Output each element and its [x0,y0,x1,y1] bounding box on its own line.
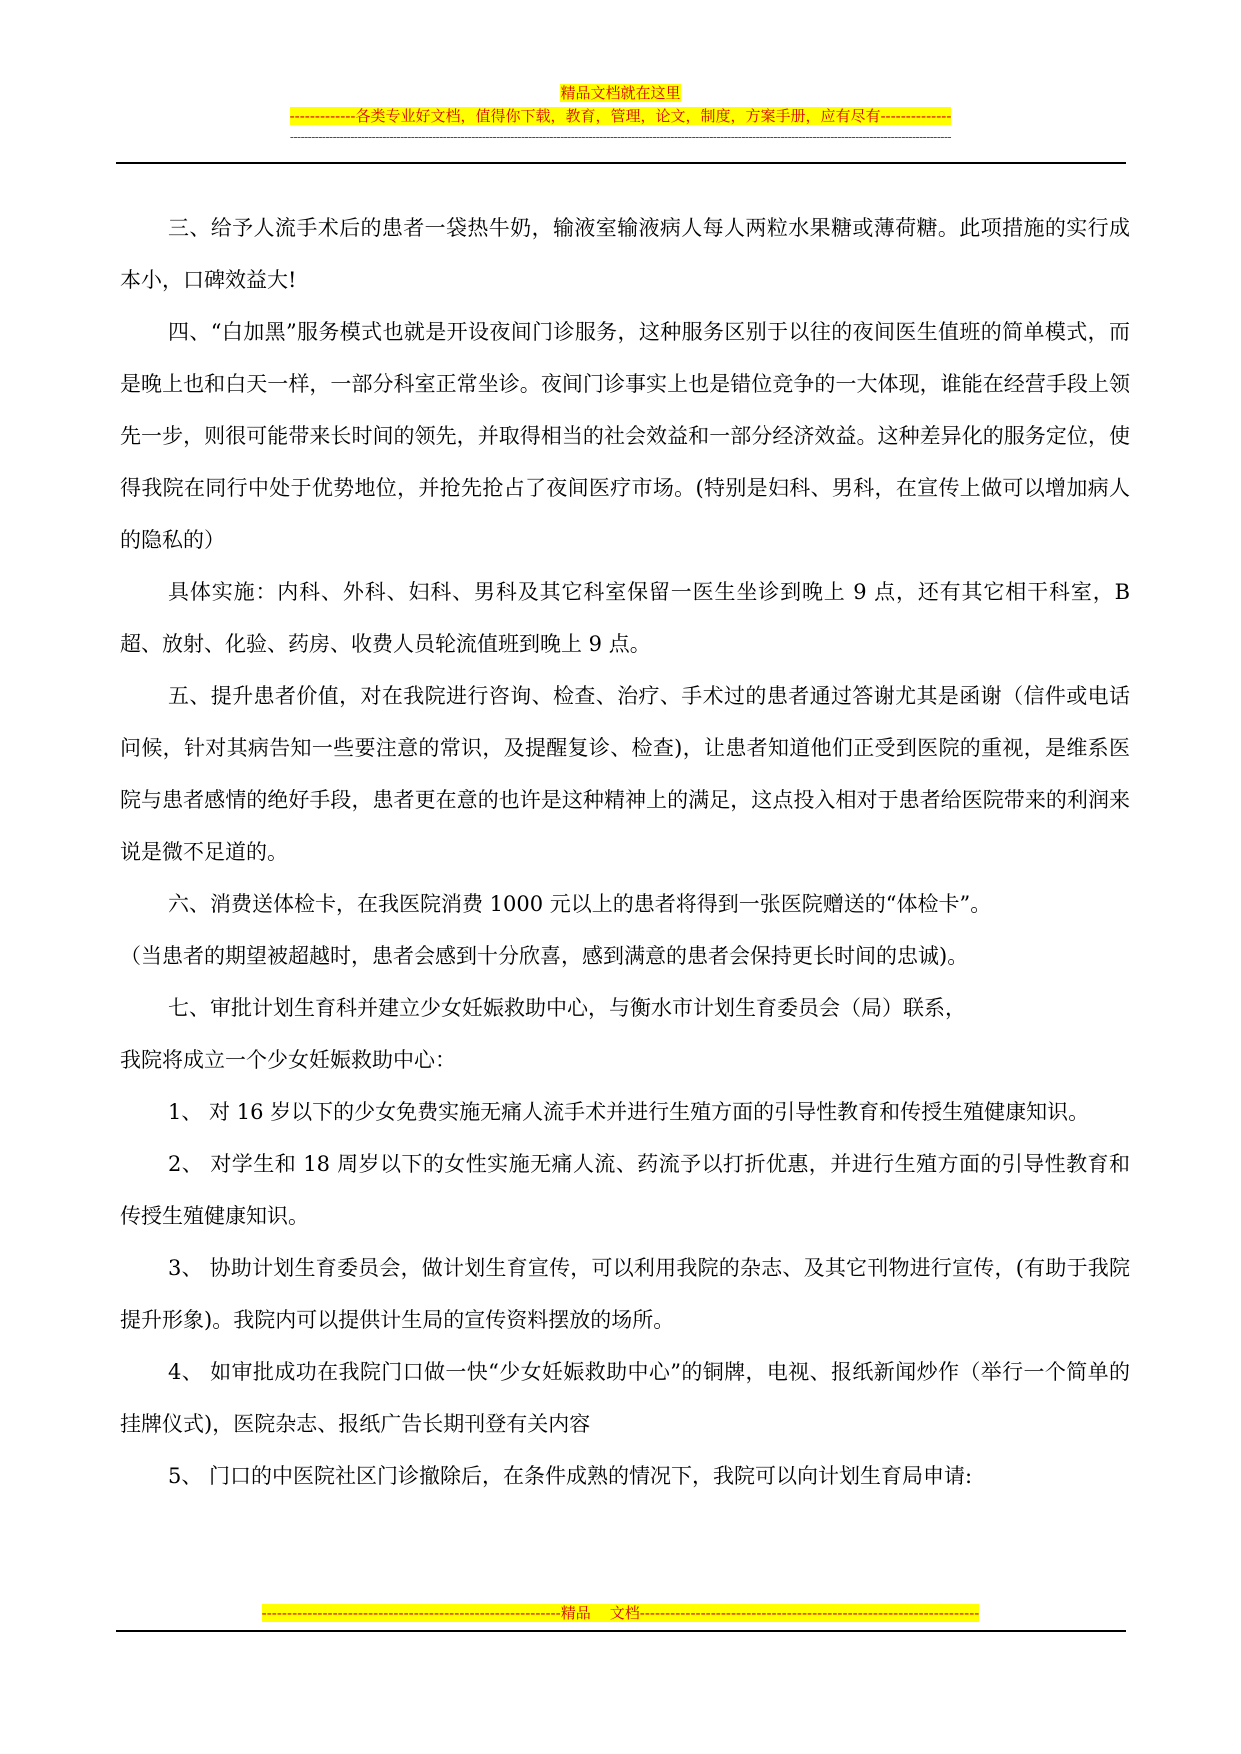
list-item-4: 4、 如审批成功在我院门口做一快“少女妊娠救助中心”的铜牌，电视、报纸新闻炒作（举行一个简单的挂牌仪式)，医院杂志、报纸广告长期刊登有关内容 [120,1360,1130,1436]
page-header [0,82,1241,146]
header-title: 精品文档就在这里 [560,84,681,102]
paragraph-7-cont: 我院将成立一个少女妊娠救助中心： [120,1048,456,1072]
paragraph-7: 七、审批计划生育科并建立少女妊娠救助中心，与衡水市计划生育委员会（局）联系， [168,996,966,1020]
footer-rule [116,1630,1126,1632]
paragraph-6-note: （当患者的期望被超越时，患者会感到十分欣喜，感到满意的患者会保持更长时间的忠诚)。 [120,944,969,968]
paragraph-implementation: 具体实施：内科、外科、妇科、男科及其它科室保留一医生坐诊到晚上 9 点，还有其它相干科室，B 超、放射、化验、药房、收费人员轮流值班到晚上 9 点。 [120,580,1130,656]
document-body [120,202,1130,1502]
list-item-5: 5、 门口的中医院社区门诊撤除后，在条件成熟的情况下，我院可以向计划生育局申请: [168,1464,973,1488]
page-footer [0,1602,1241,1624]
header-rule [116,162,1126,164]
header-dashes: ------------------------------------------------------------------------------------------------------------------------------------------------------------------------------------------ [289,130,952,144]
paragraph-5: 五、提升患者价值，对在我院进行咨询、检查、治疗、手术过的患者通过答谢尤其是函谢（信件或电话问候，针对其病告知一些要注意的常识，及提醒复诊、检查)，让患者知道他们正受到医院的重视，是维系医院与患者感情的绝好手段，患者更在意的也许是这种精神上的满足，这点投入相对于患者给医院带来的利润来说是微不足道的。 [120,684,1130,864]
list-item-3: 3、 协助计划生育委员会，做计划生育宣传，可以利用我院的杂志、及其它刊物进行宣传，(有助于我院提升形象)。我院内可以提供计生局的宣传资料摆放的场所。 [120,1256,1130,1332]
footer-text: -----------------------------------------------------------精品 文档------------------------------------------------------------------- [261,1604,980,1622]
list-item-2: 2、 对学生和 18 周岁以下的女性实施无痛人流、药流予以打折优惠，并进行生殖方面的引导性教育和传授生殖健康知识。 [120,1152,1130,1228]
header-subtitle: -------------各类专业好文档，值得你下载，教育，管理，论文，制度，方案手册，应有尽有-------------- [289,107,952,125]
paragraph-6: 六、消费送体检卡，在我医院消费 1000 元以上的患者将得到一张医院赠送的“体检卡”。 [168,892,992,916]
paragraph-3: 三、给予人流手术后的患者一袋热牛奶，输液室输液病人每人两粒水果糖或薄荷糖。此项措施的实行成本小，口碑效益大! [120,216,1130,292]
list-item-1: 1、 对 16 岁以下的少女免费实施无痛人流手术并进行生殖方面的引导性教育和传授生殖健康知识。 [168,1100,1090,1124]
paragraph-4: 四、“白加黑”服务模式也就是开设夜间门诊服务，这种服务区别于以往的夜间医生值班的简单模式，而是晚上也和白天一样，一部分科室正常坐诊。夜间门诊事实上也是错位竞争的一大体现，谁能在经营手段上领先一步，则很可能带来长时间的领先，并取得相当的社会效益和一部分经济效益。这种差异化的服务定位，使得我院在同行中处于优势地位，并抢先抢占了夜间医疗市场。(特别是妇科、男科，在宣传上做可以增加病人的隐私的） [120,320,1130,552]
